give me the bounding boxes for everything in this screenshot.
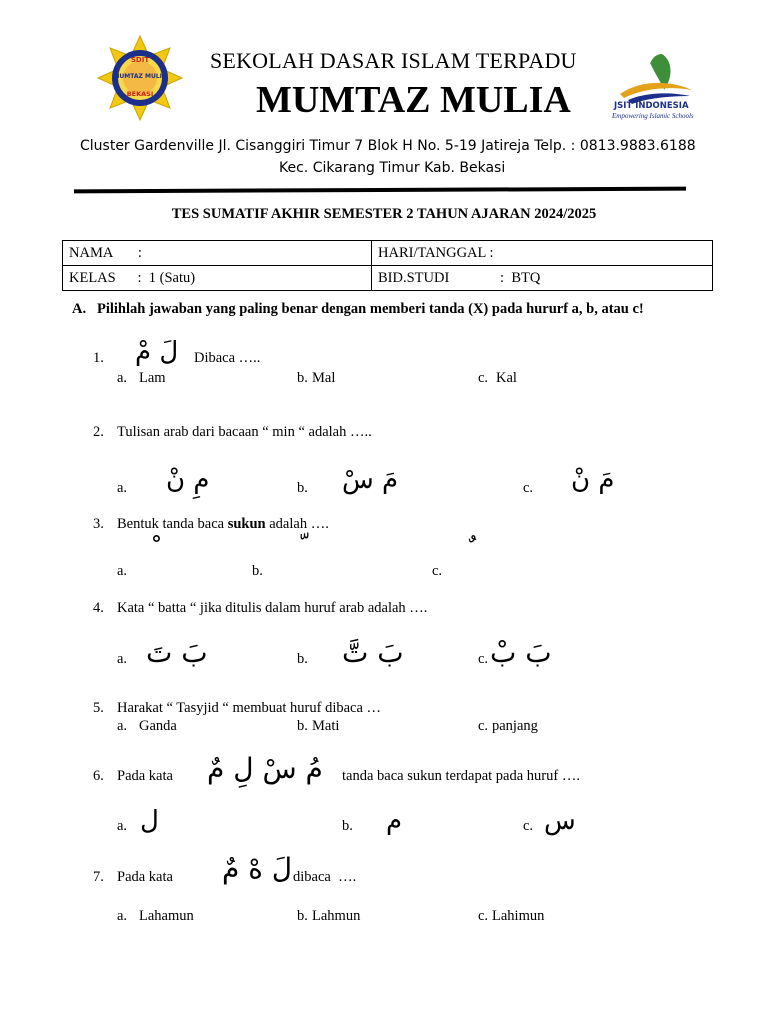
- jsit-logo-right: [610, 50, 702, 126]
- q1-option-b-text[interactable]: Mal: [312, 370, 336, 386]
- q5-option-a-text[interactable]: Ganda: [139, 718, 177, 734]
- q1-option-a-label[interactable]: a.: [117, 370, 128, 386]
- question-6-text-after: tanda baca sukun terdapat pada huruf ….: [342, 768, 580, 784]
- question-3-number: 3.: [93, 516, 104, 532]
- q4-option-a-arabic[interactable]: بَ تَ: [146, 636, 208, 669]
- question-1-number: 1.: [93, 350, 104, 366]
- student-info-table: [62, 240, 713, 291]
- question-6-arabic: مُ سْ لِ مٌ: [207, 752, 323, 785]
- nama-field[interactable]: NAMA :: [63, 241, 372, 266]
- question-3-text: [117, 516, 329, 533]
- q4-option-a-label[interactable]: a.: [117, 651, 128, 667]
- jsit-logo-tagline: Empowering Islamic Schools: [612, 112, 694, 120]
- q6-option-b-label[interactable]: b.: [342, 818, 353, 834]
- question-3-text-bold: sukun: [227, 516, 266, 532]
- q4-option-b-arabic[interactable]: بَ تَّ: [342, 636, 404, 669]
- question-6-text-before: Pada kata: [117, 768, 173, 784]
- header-divider: [74, 187, 686, 194]
- question-4-text: Kata “ batta “ jika ditulis dalam huruf arab adalah ….: [117, 600, 428, 616]
- q7-option-a-label[interactable]: a.: [117, 908, 128, 924]
- exam-title: TES SUMATIF AKHIR SEMESTER 2 TAHUN AJARAN 2024/2025: [171, 206, 597, 222]
- q6-option-a-arabic[interactable]: ل: [140, 806, 159, 836]
- question-1-arabic: لَ مْ: [135, 337, 179, 367]
- logo-left-text-top: SDIT: [130, 56, 150, 64]
- question-7-text-before: Pada kata: [117, 869, 173, 885]
- question-2-number: 2.: [93, 424, 104, 440]
- q6-option-c-arabic[interactable]: س: [544, 806, 576, 836]
- question-4-number: 4.: [93, 600, 104, 616]
- q7-option-b-text[interactable]: Lahmun: [312, 908, 361, 924]
- q2-option-c-label[interactable]: c.: [523, 480, 534, 496]
- q6-option-b-arabic[interactable]: م: [386, 806, 403, 836]
- question-2-text: Tulisan arab dari bacaan “ min “ adalah …..: [117, 424, 372, 440]
- section-a-instruction: A. Pilihlah jawaban yang paling benar dengan memberi tanda (X) pada hururf a, b, atau c!: [72, 301, 644, 317]
- question-3-text-after: adalah ….: [265, 516, 329, 532]
- logo-left-text-middle: MUMTAZ MULIA: [113, 73, 167, 80]
- q4-option-b-label[interactable]: b.: [297, 651, 308, 667]
- q3-option-a-label[interactable]: a.: [117, 563, 128, 579]
- question-6-number: 6.: [93, 768, 104, 784]
- hari-tanggal-field[interactable]: HARI/TANGGAL :: [372, 241, 713, 266]
- q3-option-b-label[interactable]: b.: [252, 563, 263, 579]
- q1-option-a-text[interactable]: Lam: [139, 370, 166, 386]
- logo-left-text-bottom: BEKASI: [126, 90, 154, 98]
- q7-option-c-text[interactable]: Lahimun: [492, 908, 545, 924]
- school-name: MUMTAZ MULIA: [256, 79, 571, 121]
- q5-option-a-label[interactable]: a.: [117, 718, 128, 734]
- q4-option-c-label[interactable]: c.: [478, 651, 489, 667]
- question-3-text-before: Bentuk tanda baca: [117, 516, 228, 532]
- school-logo-left: [96, 34, 184, 122]
- q6-option-c-label[interactable]: c.: [523, 818, 534, 834]
- q5-option-c-label[interactable]: c.: [478, 718, 489, 734]
- q3-option-c-label[interactable]: c.: [432, 563, 443, 579]
- bid-studi-field: BID.STUDI : BTQ: [372, 266, 713, 291]
- school-subtitle: SEKOLAH DASAR ISLAM TERPADU: [210, 48, 577, 73]
- q7-option-a-text[interactable]: Lahamun: [139, 908, 194, 924]
- question-5-text: Harakat “ Tasyjid “ membuat huruf dibaca …: [117, 700, 382, 716]
- kelas-field: KELAS : 1 (Satu): [63, 266, 372, 291]
- q2-option-a-label[interactable]: a.: [117, 480, 128, 496]
- address-line-2: Kec. Cikarang Timur Kab. Bekasi: [279, 160, 506, 176]
- q2-option-b-arabic[interactable]: مَ سْ: [342, 465, 399, 495]
- address-line-1: Cluster Gardenville Jl. Cisanggiri Timur 7 Blok H No. 5-19 Jatireja Telp. : 0813.9883.6188: [80, 138, 696, 154]
- q5-option-c-text[interactable]: panjang: [492, 718, 538, 734]
- q5-option-b-text[interactable]: Mati: [312, 718, 340, 734]
- jsit-logo-name: JSIT INDONESIA: [614, 101, 689, 111]
- q7-option-b-label[interactable]: b.: [297, 908, 308, 924]
- question-1-text: Dibaca …..: [194, 350, 261, 366]
- q2-option-a-arabic[interactable]: مِ نْ: [166, 465, 210, 495]
- question-5-number: 5.: [93, 700, 104, 716]
- q2-option-c-arabic[interactable]: مَ نْ: [571, 465, 615, 495]
- q4-option-c-arabic[interactable]: بَ بْ: [490, 636, 552, 669]
- q2-option-b-label[interactable]: b.: [297, 480, 308, 496]
- question-7-arabic: لَ هْ مٌ: [222, 852, 293, 885]
- q1-option-c-label[interactable]: c.: [478, 370, 489, 386]
- q6-option-a-label[interactable]: a.: [117, 818, 128, 834]
- q7-option-c-label[interactable]: c.: [478, 908, 489, 924]
- question-7-text-after: dibaca ….: [293, 869, 357, 885]
- question-7-number: 7.: [93, 869, 104, 885]
- q1-option-c-text[interactable]: Kal: [496, 370, 517, 386]
- q5-option-b-label[interactable]: b.: [297, 718, 308, 734]
- q1-option-b-label[interactable]: b.: [297, 370, 308, 386]
